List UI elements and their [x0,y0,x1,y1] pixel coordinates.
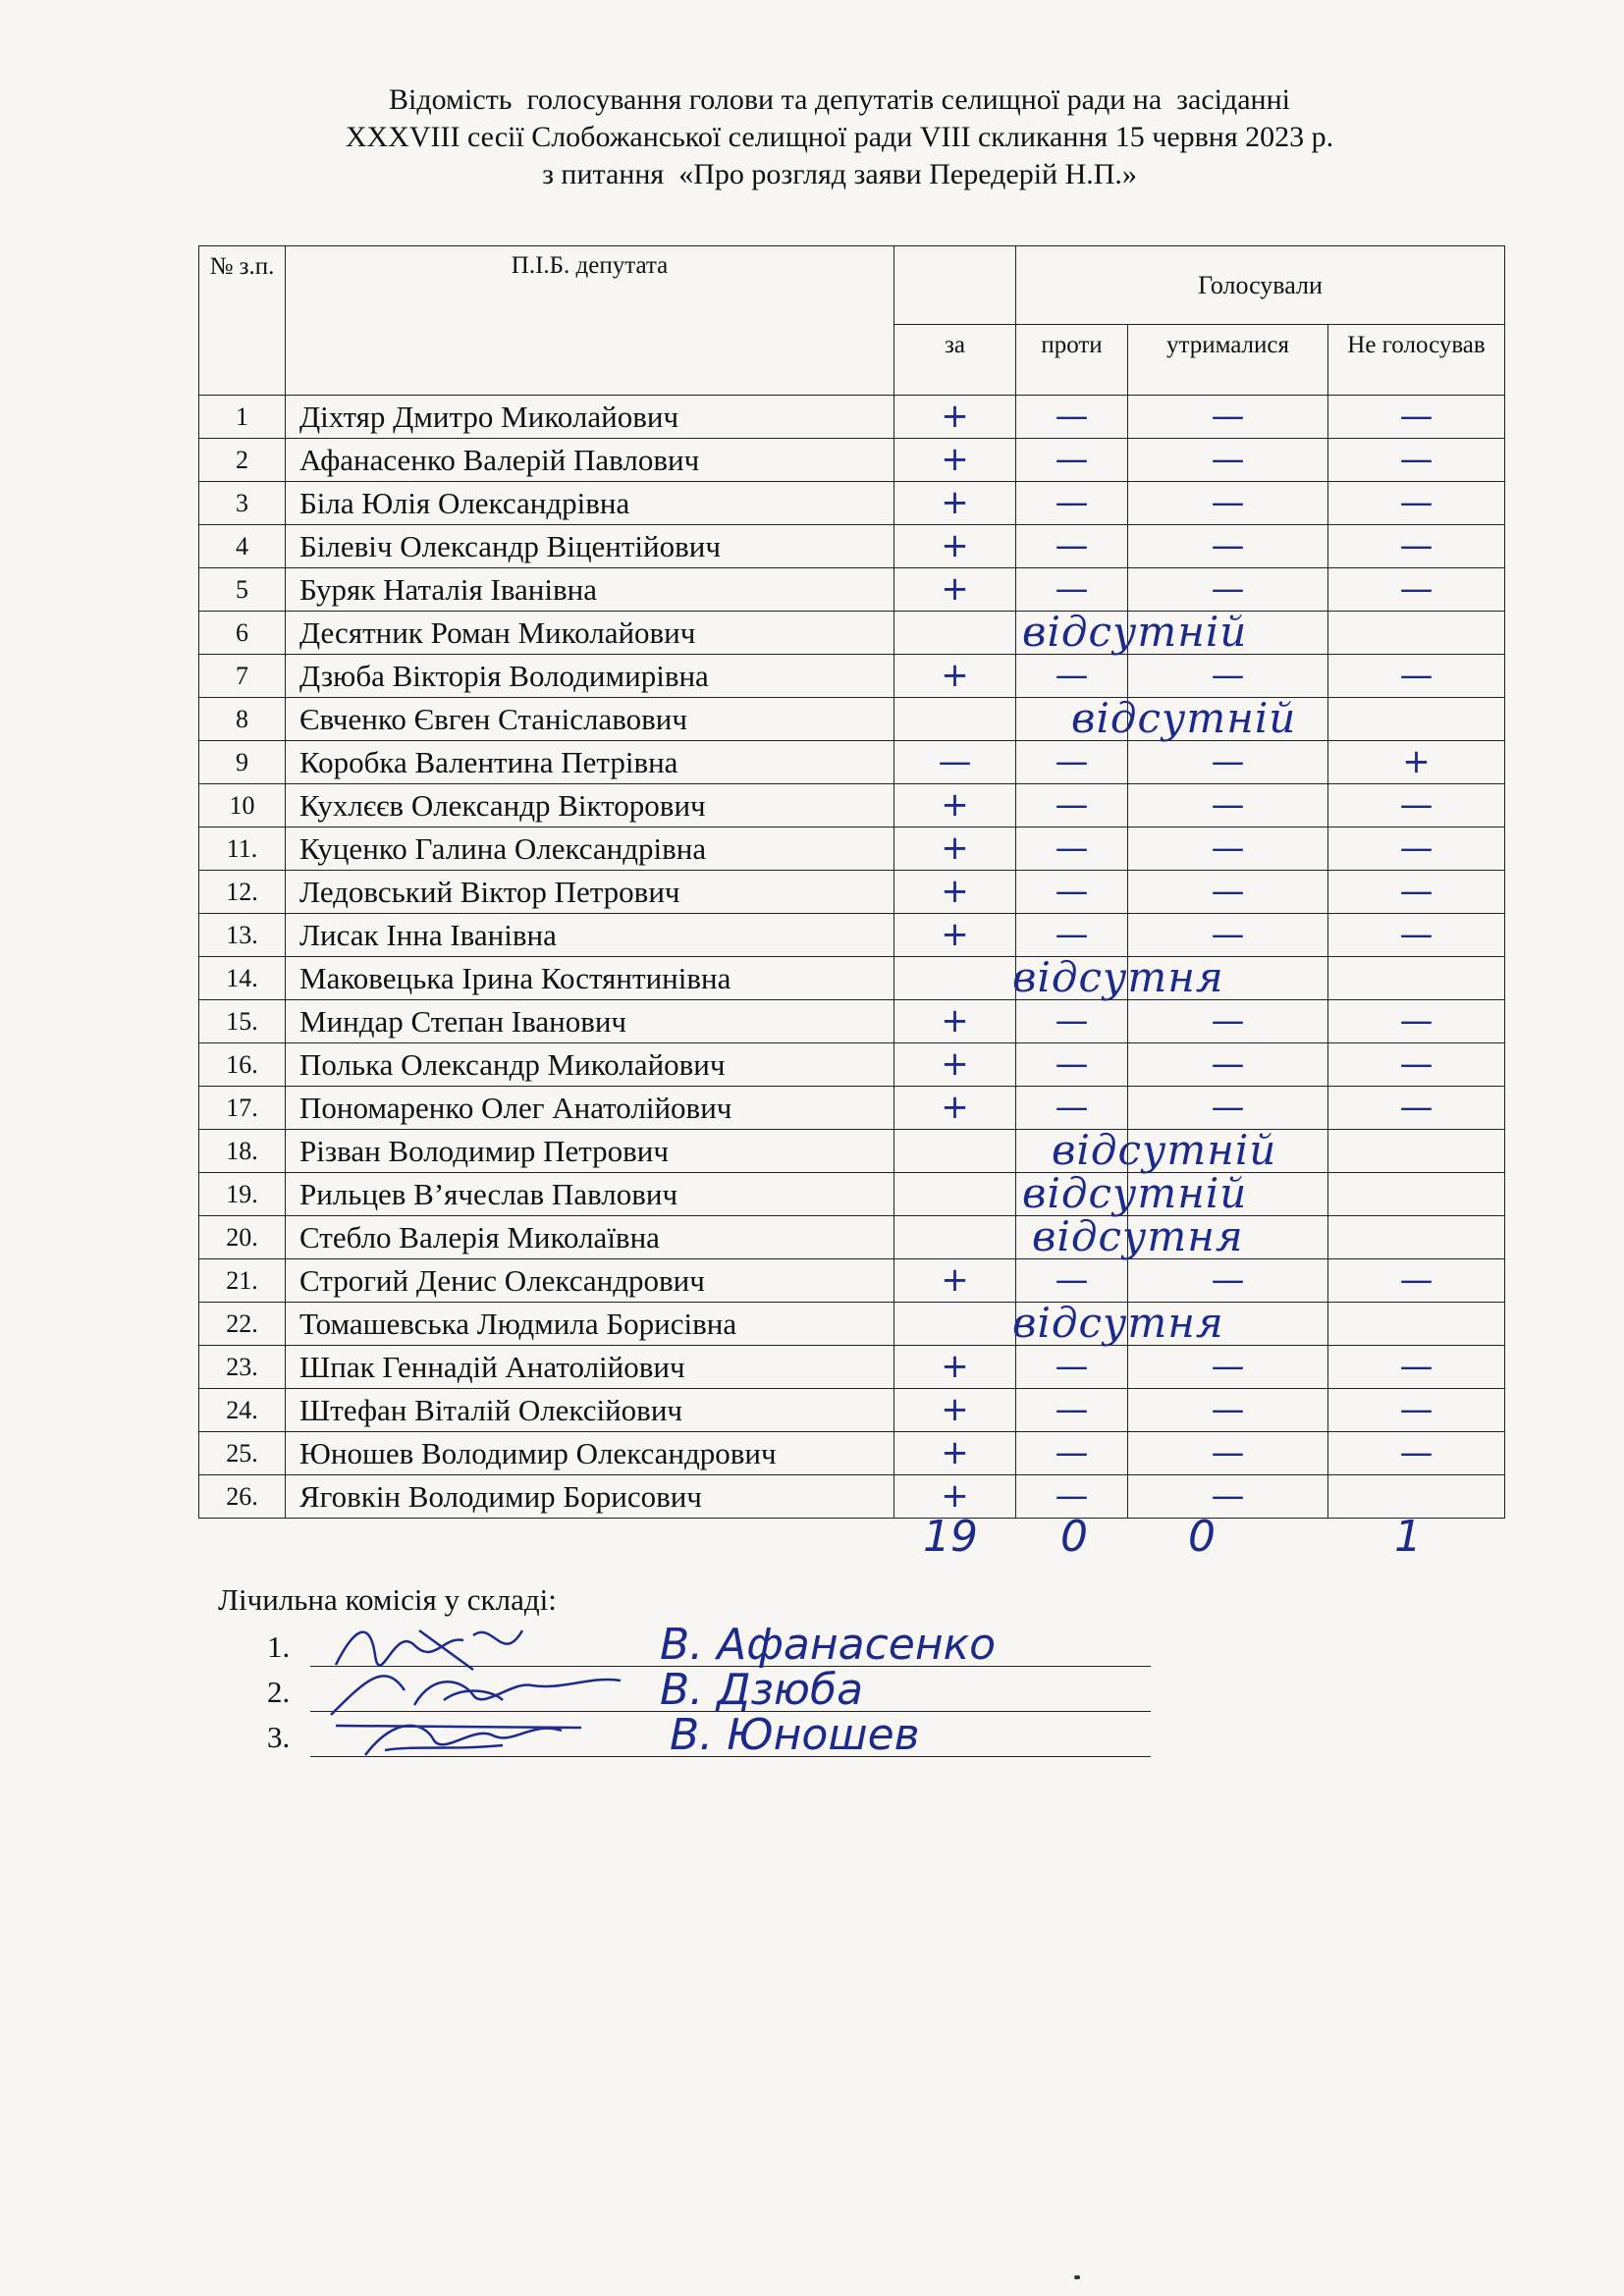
vote-cell-for [894,1212,1244,1260]
voting-table [198,245,1505,1519]
vote-cell-for [894,396,1016,439]
vote-mark-for: + [941,1043,969,1084]
vote-mark-against: — [1055,1475,1089,1516]
commission-label: Лічильна комісія у складі: [218,1582,557,1617]
vote-cell-for [894,784,1016,828]
vote-mark-for: + [941,482,969,522]
vote-cell-notvote [1328,612,1505,655]
vote-mark-against: — [1055,655,1089,695]
vote-mark-against: — [1055,914,1089,954]
vote-mark-for: + [941,439,969,479]
vote-cell-against [1016,1043,1128,1087]
vote-mark-for: + [941,1475,969,1516]
deputy-name: Біла Юлія Олександрівна [286,482,894,525]
vote-mark-abstain: — [1211,741,1245,781]
vote-mark-abstain: — [1211,568,1245,609]
absent-note: відсутня [1012,953,1224,1001]
vote-mark-notvote: — [1399,482,1434,522]
vote-cell-against [1016,784,1128,828]
vote-cell-against [1016,1216,1128,1259]
vote-cell-against [1016,396,1128,439]
table-row [199,1087,1505,1130]
table-row [199,698,1505,741]
table-row [199,1389,1505,1432]
commission-index: 3. [267,1720,291,1754]
vote-mark-against: — [1055,784,1089,825]
header-line-1: Відомість голосування голови та депутатів селищної ради на засіданні [388,83,1291,116]
vote-cell-abstain [1128,482,1328,525]
deputy-name: Куценко Галина Олександрівна [286,828,894,871]
vote-cell-against [1016,655,1128,698]
vote-cell-for [894,482,1016,525]
vote-cell-for [894,1000,1016,1043]
vote-cell-against [1016,1130,1128,1173]
vote-cell-abstain [1128,655,1328,698]
row-number: 4 [199,525,286,568]
vote-cell-abstain [1128,1043,1328,1087]
column-header-not-voted-label: Не голосував [1347,332,1486,358]
vote-cell-abstain [1128,957,1328,1000]
vote-cell-notvote [1328,1043,1505,1087]
row-number: 20. [199,1216,286,1259]
vote-cell-abstain [1128,1173,1328,1216]
deputy-name: Десятник Роман Миколайович [286,612,894,655]
vote-mark-against: — [1055,1043,1089,1084]
vote-cell-against [1016,525,1128,568]
vote-mark-for: + [941,396,969,436]
vote-cell-against [1016,957,1128,1000]
vote-mark-notvote: — [1399,1000,1434,1041]
vote-cell-abstain [1128,914,1328,957]
header-line-3: з питання «Про розгляд заяви Передерій Н.П.» [542,158,1137,190]
deputy-name: Рильцев В’ячеслав Павлович [286,1173,894,1216]
deputy-name: Буряк Наталія Іванівна [286,568,894,612]
commission-index: 2. [267,1675,291,1709]
vote-mark-abstain: — [1211,1087,1245,1127]
absent-note: відсутній [1071,694,1297,742]
vote-cell-for [894,1169,1248,1217]
vote-cell-against [1016,741,1128,784]
vote-mark-for: + [941,1087,969,1127]
vote-cell-notvote [1328,871,1505,914]
vote-cell-notvote [1328,1346,1505,1389]
row-number: 18. [199,1130,286,1173]
vote-cell-for [894,439,1016,482]
commission-member-name: В. Юношев [670,1710,920,1760]
vote-cell-notvote [1328,741,1505,784]
absent-note: відсутній [1022,608,1248,656]
deputy-name: Маковецька Ірина Костянтинівна [286,957,894,1000]
table-row [199,439,1505,482]
deputy-name: Лисак Інна Іванівна [286,914,894,957]
column-header-abstain: утрималися [1128,325,1328,396]
vote-cell-against [1016,1432,1128,1475]
vote-mark-against: — [1055,1389,1089,1429]
vote-cell-against [1016,439,1128,482]
vote-mark-notvote: — [1399,1346,1434,1386]
column-header-against: проти [1016,325,1128,396]
row-number: 12. [199,871,286,914]
vote-cell-for [894,655,1016,698]
total-abstain: 0 [1188,1512,1216,1562]
vote-cell-against [1016,1303,1128,1346]
absent-note: відсутня [1012,1299,1224,1347]
row-number: 2 [199,439,286,482]
row-number: 14. [199,957,286,1000]
vote-cell-for [894,568,1016,612]
deputy-name: Афанасенко Валерій Павлович [286,439,894,482]
vote-mark-abstain: — [1211,396,1245,436]
absent-note: відсутній [1022,1169,1248,1217]
row-number: 16. [199,1043,286,1087]
deputy-name: Білевіч Олександр Віцентійович [286,525,894,568]
vote-cell-notvote [1328,957,1505,1000]
vote-mark-notvote: — [1399,1087,1434,1127]
vote-mark-against: — [1055,482,1089,522]
table-row [199,525,1505,568]
row-number: 15. [199,1000,286,1043]
vote-cell-abstain [1128,439,1328,482]
vote-cell-abstain [1128,1259,1328,1303]
vote-cell-against [1016,1259,1128,1303]
vote-cell-for [894,1043,1016,1087]
vote-mark-for: + [941,1346,969,1386]
vote-cell-against [1016,1173,1128,1216]
vote-mark-for: + [941,871,969,911]
deputy-name: Стебло Валерія Миколаївна [286,1216,894,1259]
commission-index: 1. [267,1629,291,1664]
vote-mark-abstain: — [1211,655,1245,695]
vote-mark-against: — [1055,439,1089,479]
vote-cell-notvote [1328,1389,1505,1432]
deputy-name: Коробка Валентина Петрівна [286,741,894,784]
vote-cell-for [894,914,1016,957]
table-row [199,1130,1505,1173]
vote-cell-notvote [1328,698,1505,741]
table-body [199,396,1505,1519]
row-number: 8 [199,698,286,741]
vote-cell-abstain [1128,612,1328,655]
vote-cell-notvote [1328,784,1505,828]
vote-mark-for: + [941,1432,969,1472]
column-header-not-voted [1328,325,1505,396]
vote-mark-for: + [941,568,969,609]
vote-cell-notvote [1328,1173,1505,1216]
vote-cell-abstain [1128,871,1328,914]
vote-cell-against [1016,1346,1128,1389]
vote-cell-abstain [1128,1389,1328,1432]
total-for: 19 [923,1512,978,1562]
vote-mark-abstain: — [1211,1432,1245,1472]
vote-cell-for [894,1346,1016,1389]
vote-mark-for: + [941,1259,969,1300]
table-row [199,482,1505,525]
signature-3 [326,1706,621,1765]
vote-cell-notvote [1328,482,1505,525]
vote-cell-notvote [1328,525,1505,568]
deputy-name: Різван Володимир Петрович [286,1130,894,1173]
vote-mark-for: + [941,1000,969,1041]
row-number: 5 [199,568,286,612]
row-number: 21. [199,1259,286,1303]
table-row [199,1432,1505,1475]
row-number: 10 [199,784,286,828]
header-line-2: XXXVIII сесії Слобожанської селищної ради VIII скликання 15 червня 2023 р. [345,121,1334,153]
deputy-name: Строгий Денис Олександрович [286,1259,894,1303]
vote-cell-for [894,1126,1277,1174]
vote-cell-abstain [1128,1346,1328,1389]
table-row [199,1216,1505,1259]
vote-mark-against: — [1055,568,1089,609]
vote-mark-against: — [1055,1000,1089,1041]
commission-member-name: В. Афанасенко [660,1620,997,1670]
vote-mark-notvote: — [1399,568,1434,609]
vote-cell-for [894,525,1016,568]
vote-cell-abstain [1128,741,1328,784]
vote-cell-against [1016,1389,1128,1432]
vote-cell-abstain [1128,568,1328,612]
absent-note: відсутня [1032,1212,1244,1260]
vote-mark-notvote: — [1399,914,1434,954]
vote-mark-for: + [941,828,969,868]
absent-note: відсутній [1052,1126,1277,1174]
vote-mark-abstain: — [1211,784,1245,825]
row-number: 19. [199,1173,286,1216]
deputy-name: Дзюба Вікторія Володимирівна [286,655,894,698]
vote-mark-notvote: — [1399,1432,1434,1472]
row-number: 23. [199,1346,286,1389]
table-row [199,871,1505,914]
vote-mark-against: — [1055,741,1089,781]
vote-cell-against [1016,914,1128,957]
vote-mark-abstain: — [1211,482,1245,522]
vote-mark-notvote: — [1399,396,1434,436]
vote-cell-against [1016,698,1128,741]
vote-mark-against: — [1055,828,1089,868]
vote-mark-for: + [941,1389,969,1429]
vote-mark-against: — [1055,1087,1089,1127]
vote-cell-for [894,953,1224,1001]
vote-mark-notvote: — [1399,784,1434,825]
column-header-for: за [894,325,1016,396]
vote-totals [0,1512,1624,1561]
vote-cell-abstain [1128,1000,1328,1043]
vote-mark-for: + [941,525,969,565]
vote-cell-for [894,1299,1224,1347]
deputy-name: Діхтяр Дмитро Миколайович [286,396,894,439]
vote-mark-abstain: — [1211,871,1245,911]
table-row [199,612,1505,655]
commission-member-name: В. Дзюба [660,1665,864,1715]
row-number: 9 [199,741,286,784]
deputy-name: Кухлєєв Олександр Вікторович [286,784,894,828]
vote-cell-for [894,1259,1016,1303]
row-number: 11. [199,828,286,871]
vote-mark-abstain: — [1211,828,1245,868]
vote-cell-abstain [1128,396,1328,439]
column-header-blank [894,246,1016,325]
vote-cell-notvote [1328,1000,1505,1043]
vote-mark-against: — [1055,525,1089,565]
vote-mark-notvote: — [1399,439,1434,479]
table-row [199,784,1505,828]
vote-mark-abstain: — [1211,1259,1245,1300]
column-header-name: П.І.Б. депутата [286,246,894,396]
vote-cell-for [894,608,1248,656]
vote-cell-for [894,828,1016,871]
vote-mark-notvote: — [1399,525,1434,565]
vote-mark-abstain: — [1211,1000,1245,1041]
table-row [199,1346,1505,1389]
row-number: 26. [199,1475,286,1519]
scan-speck [1074,2275,1080,2279]
vote-mark-notvote: — [1399,1043,1434,1084]
vote-mark-against: — [1055,1259,1089,1300]
vote-mark-abstain: — [1211,914,1245,954]
vote-mark-abstain: — [1211,1043,1245,1084]
table-row [199,1259,1505,1303]
vote-mark-for: + [941,914,969,954]
row-number: 1 [199,396,286,439]
vote-cell-against [1016,1000,1128,1043]
vote-cell-abstain [1128,1303,1328,1346]
vote-cell-against [1016,568,1128,612]
deputy-name: Ледовський Віктор Петрович [286,871,894,914]
table-row [199,741,1505,784]
vote-cell-against [1016,871,1128,914]
vote-cell-for [894,1432,1016,1475]
vote-cell-notvote [1328,396,1505,439]
table-row [199,655,1505,698]
vote-mark-abstain: — [1211,1389,1245,1429]
vote-cell-against [1016,828,1128,871]
vote-mark-abstain: — [1211,525,1245,565]
vote-mark-notvote: + [1402,741,1431,781]
column-header-number: № з.п. [199,246,286,396]
table-row [199,1303,1505,1346]
vote-cell-notvote [1328,1432,1505,1475]
deputy-name: Полька Олександр Миколайович [286,1043,894,1087]
vote-mark-for: + [941,655,969,695]
vote-cell-for [894,741,1016,784]
vote-cell-notvote [1328,439,1505,482]
vote-mark-notvote: — [1399,655,1434,695]
vote-cell-notvote [1328,568,1505,612]
vote-mark-abstain: — [1211,1475,1245,1516]
vote-mark-notvote: — [1399,1259,1434,1300]
vote-mark-for: + [941,784,969,825]
vote-cell-notvote [1328,1216,1505,1259]
table-row [199,396,1505,439]
table-row [199,828,1505,871]
row-number: 3 [199,482,286,525]
row-number: 13. [199,914,286,957]
row-number: 7 [199,655,286,698]
vote-cell-abstain [1128,1216,1328,1259]
vote-cell-notvote [1328,1303,1505,1346]
table-row [199,1043,1505,1087]
table-row [199,957,1505,1000]
row-number: 25. [199,1432,286,1475]
vote-cell-abstain [1128,525,1328,568]
vote-cell-for [894,1389,1016,1432]
vote-cell-abstain [1128,698,1328,741]
deputy-name: Яговкін Володимир Борисович [286,1475,894,1519]
table-row [199,568,1505,612]
vote-mark-against: — [1055,1346,1089,1386]
total-not-voted: 1 [1394,1512,1422,1562]
vote-cell-abstain [1128,1130,1328,1173]
vote-cell-against [1016,482,1128,525]
vote-cell-for [894,871,1016,914]
total-against: 0 [1060,1512,1088,1562]
vote-cell-notvote [1328,914,1505,957]
row-number: 17. [199,1087,286,1130]
vote-cell-abstain [1128,1432,1328,1475]
commission-member-3 [267,1710,1151,1761]
vote-mark-against: — [1055,871,1089,911]
vote-mark-abstain: — [1211,439,1245,479]
deputy-name: Шпак Геннадій Анатолійович [286,1346,894,1389]
deputy-name: Євченко Євген Станіславович [286,698,894,741]
deputy-name: Миндар Степан Іванович [286,1000,894,1043]
row-number: 24. [199,1389,286,1432]
deputy-name: Штефан Віталій Олексійович [286,1389,894,1432]
vote-cell-abstain [1128,828,1328,871]
vote-cell-notvote [1328,1087,1505,1130]
table-row [199,1173,1505,1216]
vote-cell-abstain [1128,784,1328,828]
deputy-name: Юношев Володимир Олександрович [286,1432,894,1475]
table-row [199,1000,1505,1043]
vote-cell-for [894,1087,1016,1130]
table-row [199,914,1505,957]
vote-mark-notvote: — [1399,828,1434,868]
row-number: 6 [199,612,286,655]
vote-mark-against: — [1055,1432,1089,1472]
column-header-voted: Голосували [1016,246,1505,325]
vote-cell-for [894,694,1297,742]
vote-cell-notvote [1328,655,1505,698]
deputy-name: Томашевська Людмила Борисівна [286,1303,894,1346]
vote-cell-against [1016,612,1128,655]
document-header [187,81,1492,193]
vote-mark-abstain: — [1211,1346,1245,1386]
row-number: 22. [199,1303,286,1346]
vote-mark-notvote: — [1399,1389,1434,1429]
vote-cell-notvote [1328,1130,1505,1173]
vote-cell-notvote [1328,1259,1505,1303]
vote-mark-for: — [938,741,972,781]
vote-mark-notvote: — [1399,871,1434,911]
vote-cell-notvote [1328,828,1505,871]
deputy-name: Пономаренко Олег Анатолійович [286,1087,894,1130]
vote-mark-against: — [1055,396,1089,436]
vote-cell-abstain [1128,1087,1328,1130]
vote-cell-against [1016,1087,1128,1130]
